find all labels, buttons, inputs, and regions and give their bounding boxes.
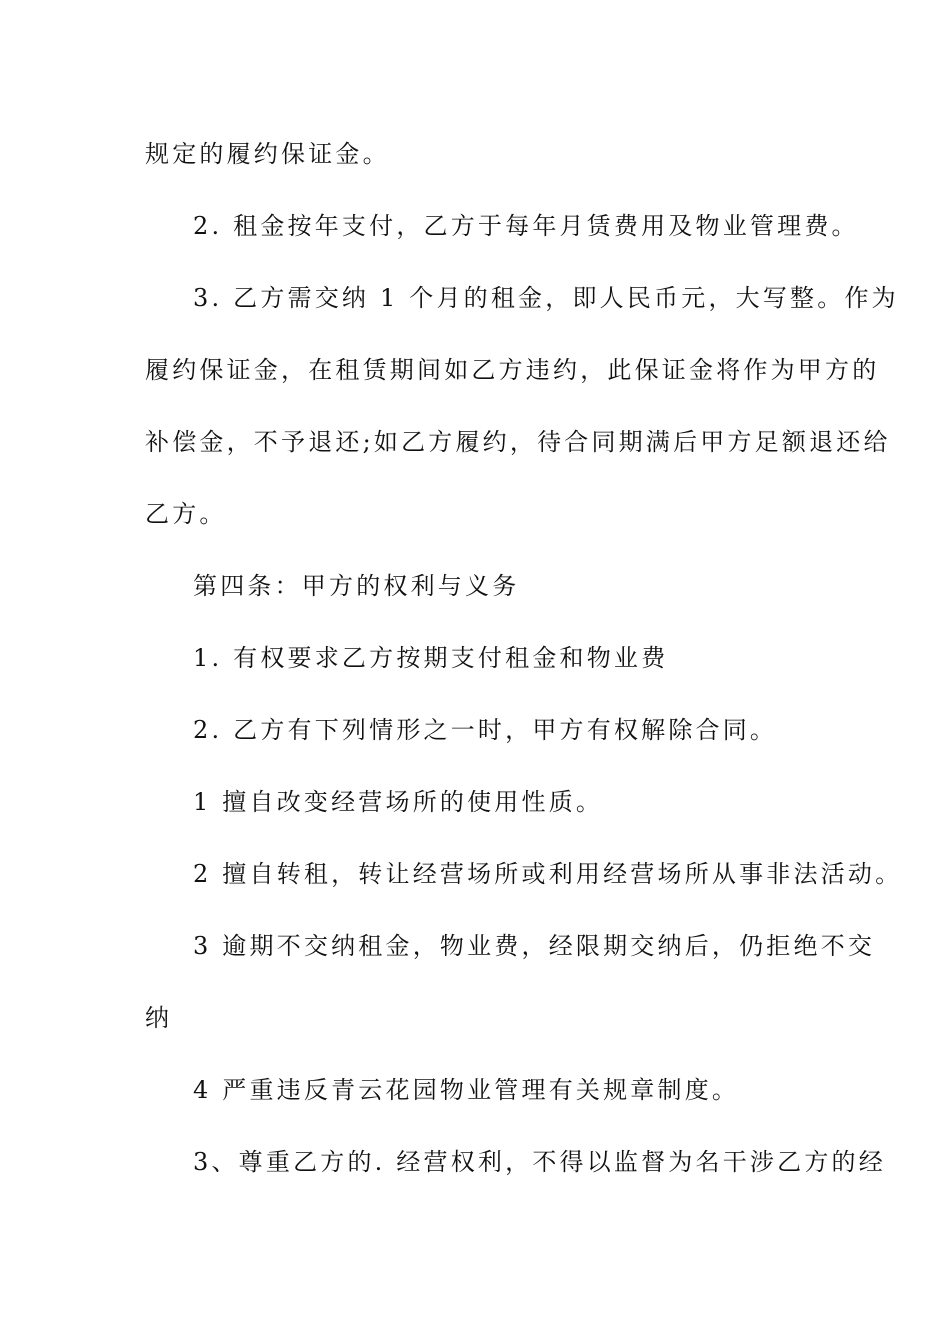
text-line: 1 擅自改变经营场所的使用性质。 (193, 788, 604, 816)
text-line: 2. 乙方有下列情形之一时，甲方有权解除合同。 (193, 716, 778, 744)
text-line: 3 逾期不交纳租金，物业费，经限期交纳后，仍拒绝不交 (193, 932, 876, 960)
text-line: 2. 租金按年支付，乙方于每年月赁费用及物业管理费。 (193, 212, 859, 240)
text-line: 履约保证金，在租赁期间如乙方违约，此保证金将作为甲方的 (145, 356, 880, 384)
text-line: 补偿金，不予退还;如乙方履约，待合同期满后甲方足额退还给 (145, 428, 891, 456)
text-line: 规定的履约保证金。 (145, 140, 390, 168)
text-line: 1. 有权要求乙方按期支付租金和物业费 (193, 644, 669, 672)
text-line: 乙方。 (145, 500, 227, 528)
text-line: 3. 乙方需交纳 1 个月的租金，即人民币元，大写整。作为 (193, 284, 899, 312)
text-line: 纳 (145, 1004, 173, 1032)
section-heading: 第四条：甲方的权利与义务 (193, 572, 520, 600)
text-line: 3、尊重乙方的. 经营权利，不得以监督为名干涉乙方的经 (193, 1148, 886, 1176)
text-line: 2 擅自转租，转让经营场所或利用经营场所从事非法活动。 (193, 860, 903, 888)
text-line: 4 严重违反青云花园物业管理有关规章制度。 (193, 1076, 740, 1104)
